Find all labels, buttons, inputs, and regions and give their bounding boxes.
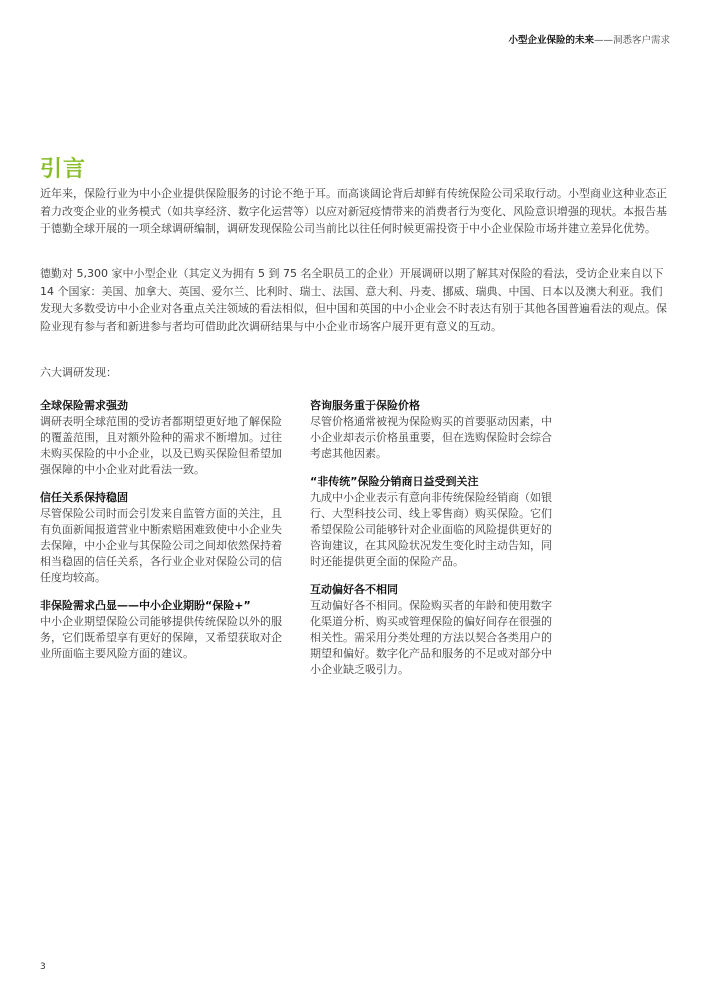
finding-insurance-plus [40, 598, 292, 662]
finding-body: 九成中小企业表示有意向非传统保险经销商（如银行、大型科技公司、线上零售商）购买保险。它们希望保险公司能够针对企业面临的风险提供更好的咨询建议，在其风险状况发生变化时主动告知，同时还能提供更全面的保险产品。 [310, 491, 552, 568]
findings-lead: 六大调研发现： [40, 366, 117, 379]
findings-right-column [310, 398, 562, 690]
running-header [508, 35, 670, 47]
finding-trust [40, 490, 292, 586]
finding-interaction-preferences [310, 582, 562, 678]
finding-title: 咨询服务重于保险价格 [310, 399, 420, 412]
header-subtitle: ——洞悉客户需求 [593, 35, 670, 46]
finding-nontraditional-distributors [310, 474, 562, 570]
finding-body: 互动偏好各不相同。保险购买者的年龄和使用数字化渠道分析、购买或管理保险的偏好间存在很强的相关性。需采用分类处理的方法以契合各类用户的期望和偏好。数字化产品和服务的不足或对部分中小企业缺乏吸引力。 [310, 599, 552, 676]
finding-global-demand [40, 398, 292, 478]
finding-advice-over-price [310, 398, 562, 462]
finding-title: 信任关系保持稳固 [40, 491, 128, 504]
finding-body: 尽管价格通常被视为保险购买的首要驱动因素，中小企业却表示价格虽重要，但在选购保险时会综合考虑其他因素。 [310, 415, 552, 460]
finding-title: “非传统”保险分销商日益受到关注 [310, 475, 479, 488]
findings-left-column [40, 398, 292, 674]
section-title: 引言 [40, 157, 87, 182]
header-title: 小型企业保险的未来 [508, 35, 594, 46]
finding-body: 尽管保险公司时而会引发来自监管方面的关注，且有负面新闻报道营业中断索赔困难致使中小企业失去保障，中小企业与其保险公司之间却依然保持着相当稳固的信任关系，各行业企业对保险公司的信任度均较高。 [40, 507, 282, 584]
finding-title: 全球保险需求强劲 [40, 399, 128, 412]
intro-paragraph-1: 近年来，保险行业为中小企业提供保险服务的讨论不绝于耳。而高谈阔论背后却鲜有传统保险公司采取行动。小型商业这种业态正着力改变企业的业务模式（如共享经济、数字化运营等）以应对新冠疫情带来的消费者行为变化、风险意识增强的现状。本报告基于德勤全球开展的一项全球调研编制，调研发现保险公司当前比以往任何时候更需投资于中小企业保险市场并建立差异化优势。 [40, 187, 667, 235]
finding-title: 互动偏好各不相同 [310, 583, 398, 596]
finding-title: 非保险需求凸显——中小企业期盼“保险+” [40, 599, 251, 612]
intro-paragraph-2: 德勤对 5,300 家中小型企业（其定义为拥有 5 到 75 名全职员工的企业）开展调研以期了解其对保险的看法，受访企业来自以下 14 个国家：美国、加拿大、英国、爱尔兰、比利时、瑞士、法国、意大利、丹麦、挪威、瑞典、中国、日本以及澳大利亚。我们发现大多数受访中小企业对各重点关注领域的看法相似，但中国和英国的中小企业会不时表达有别于其他各国普遍看法的观点。保险业现有参与者和新进参与者均可借助此次调研结果与中小企业市场客户展开更有意义的互动。 [40, 267, 667, 333]
finding-body: 调研表明全球范围的受访者都期望更好地了解保险的覆盖范围，且对额外险种的需求不断增加。过往未购买保险的中小企业，以及已购买保险但希望加强保障的中小企业对此看法一致。 [40, 415, 282, 476]
finding-body: 中小企业期望保险公司能够提供传统保险以外的服务，它们既希望享有更好的保障，又希望获取对企业所面临主要风险方面的建议。 [40, 615, 282, 660]
page-number: 3 [40, 962, 46, 972]
